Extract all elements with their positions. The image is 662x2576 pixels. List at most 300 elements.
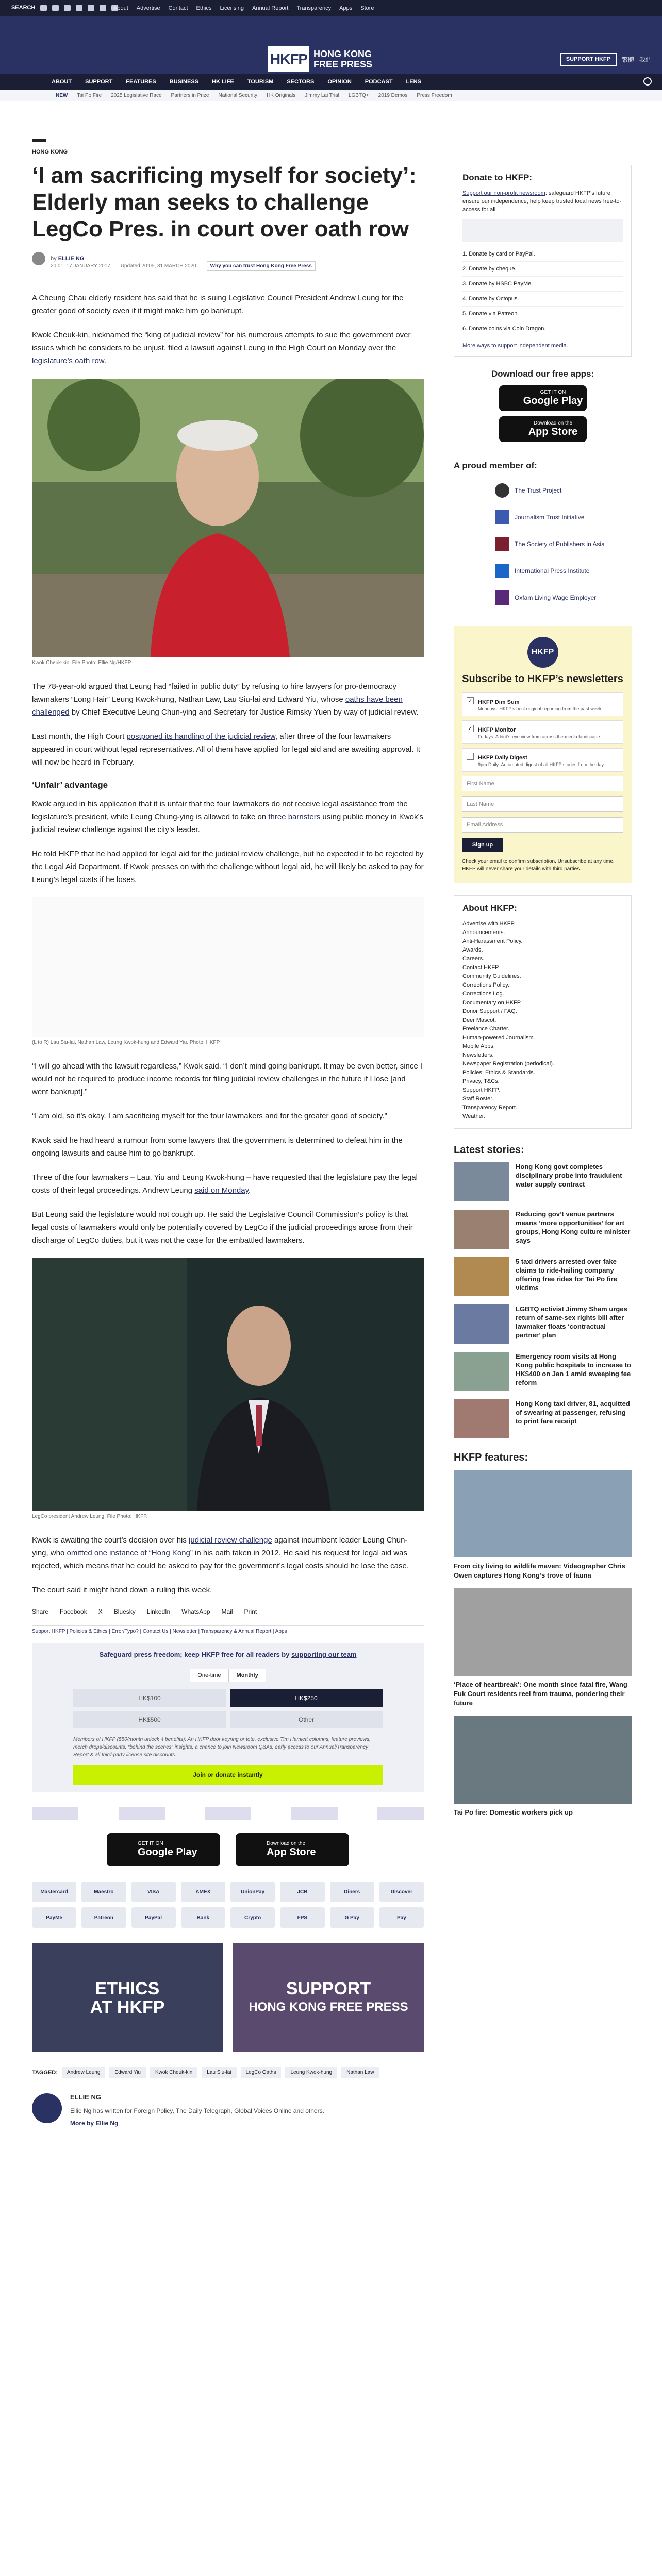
top-link-store[interactable]: Store [360,5,374,11]
amount-option[interactable]: HK$100 [73,1689,226,1707]
paragraph-text: Three of the four lawmakers – Lau, Yiu and Leung Kwok-hung – have requested that the legislature pay the legal costs of their legal proceedings. Andrew Leung [32,1173,418,1195]
share-mail[interactable]: Mail [221,1608,233,1615]
features-sidebar [454,1452,632,1817]
donate-methods [462,247,623,336]
newsletter-option[interactable] [462,720,623,744]
donate-method[interactable]: 5. Donate via Patreon. [462,307,623,321]
paragraph [32,1171,424,1197]
paragraph [32,1534,424,1572]
sopa-icon [495,537,509,551]
tag[interactable]: LegCo Oaths [241,2067,282,2078]
promo-line: ETHICS [95,1979,160,1998]
top-link-contact[interactable]: Contact [168,5,188,11]
share-whatsapp[interactable]: WhatsApp [181,1608,210,1615]
about-link[interactable]: Support HKFP. [462,1087,500,1093]
latest-list [454,1162,632,1438]
crypto-icon[interactable]: Crypto [230,1907,275,1928]
membership-note: Members of HKFP ($50/month unlock 4 benefits): An HKFP door keyring or tote, exclusive Tim Hamlett columns, feature previews, merch drops/discounts, “behind the scenes” insights, a chance to join Newsroom Q&As, early access to our Annual/Transparency Report & all third-party license site discounts. [73,1737,371,1758]
paragraph-text: The 78-year-old argued that Leung had “failed in public duty” by refusing to hire lawyers for pro-democracy lawmakers “Long Hair” Leung Kwok-hung, Nathan Law, Lau Siu-lai and Edward Yiu, whose [32,682,397,704]
paragraph [32,680,424,719]
paragraph: “I am old, so it’s okay. I am sacrificing myself for the four lawmakers and for the greater good of society.” [32,1112,387,1121]
tagged-label: TAGGED: [32,2069,58,2076]
about-link[interactable]: Deer Mascot. [462,1017,496,1023]
jti-logo[interactable] [119,1807,165,1820]
maestro-icon[interactable]: Maestro [81,1882,126,1902]
donation-widget [32,1643,424,1792]
newsletter-option[interactable] [462,748,623,772]
diners-icon[interactable]: Diners [330,1882,374,1902]
about-link[interactable]: Newsletters. [462,1052,494,1058]
subnav-item[interactable]: National Security [218,93,258,98]
feature-image[interactable] [454,1716,632,1804]
story-thumbnail[interactable] [454,1352,509,1391]
jti-icon [495,510,509,524]
option-desc: Fridays: A bird's-eye view from across the media landscape. [478,734,601,739]
tag[interactable]: Andrew Leung [62,2067,106,2078]
article-category[interactable]: HONG KONG [32,149,68,155]
amount-option-selected[interactable]: HK$250 [230,1689,383,1707]
story-item[interactable] [454,1162,632,1201]
apps-sidebar [454,369,632,442]
author-avatar [32,252,45,265]
postponed-link[interactable]: postponed its handling of the judicial review [126,732,275,741]
nav-business[interactable]: BUSINESS [169,79,199,85]
about-link[interactable]: Newspaper Registration (periodical). [462,1061,554,1067]
features-list [454,1470,632,1817]
photo-illustration [32,1258,424,1511]
story-title[interactable]: Reducing gov’t venue partners means ‘more opportunities’ for art groups, Hong Kong culture minister says [516,1210,631,1244]
support-hkfp-button[interactable]: SUPPORT HKFP [560,53,617,66]
story-item[interactable] [454,1257,632,1296]
story-item[interactable] [454,1210,632,1249]
badge-name: App Store [267,1846,316,1858]
donate-title [73,1651,383,1658]
paragraph-text: Kwok is awaiting the court’s decision over his [32,1536,189,1545]
photo-andrew-leung [32,1258,424,1511]
about-link[interactable]: Human-powered Journalism. [462,1035,535,1041]
donate-tabs [73,1669,383,1682]
tag-list [32,2067,424,2078]
jcb-icon[interactable]: JCB [280,1882,324,1902]
promo-line: AT HKFP [90,1997,165,2017]
badge-top: Download on the [267,1841,306,1846]
story-thumbnail[interactable] [454,1399,509,1438]
about-list [462,920,623,1121]
about-link[interactable]: Transparency Report. [462,1105,517,1111]
first-name-field[interactable]: First Name [462,776,623,791]
photo-caption: LegCo president Andrew Leung. File Photo: HKFP. [32,1514,148,1519]
donate-method[interactable]: 1. Donate by card or PayPal. [462,247,623,262]
paragraph-text: Last month, the High Court [32,732,127,741]
badge-top: GET IT ON [540,389,566,395]
top-link-apps[interactable]: Apps [339,5,353,11]
tab-one-time[interactable]: One-time [190,1669,228,1682]
apps-title: Download our free apps: [491,369,594,379]
tag[interactable]: Edward Yiu [109,2067,146,2078]
support-promo[interactable] [233,1943,424,2052]
tab-monthly[interactable]: Monthly [229,1669,266,1682]
about-link[interactable]: Advertise with HKFP. [462,921,516,927]
top-link-annual-report[interactable]: Annual Report [252,5,289,11]
author-box [32,2093,424,2127]
photo-kwok-cheuk-kin [32,379,424,657]
lang-link-2[interactable]: 我們 [639,56,652,63]
newsletter-option[interactable] [462,692,623,716]
top-links [113,5,374,11]
threads-icon[interactable] [100,5,106,11]
search-icon[interactable]: SEARCH [11,5,36,11]
facebook-icon[interactable] [40,5,47,11]
story-thumbnail[interactable] [454,1162,509,1201]
badge-top: GET IT ON [138,1841,163,1846]
member-name: The Society of Publishers in Asia [515,540,605,548]
oxfam-logo[interactable] [377,1807,424,1820]
checkbox[interactable] [467,753,474,760]
embedded-media[interactable] [32,897,424,1037]
paragraph: The court said it might hand down a ruling this week. [32,1586,212,1595]
donate-intro [462,189,623,214]
amount-option-other[interactable]: Other [230,1711,383,1728]
paragraph: “I will go ahead with the lawsuit regardless,” Kwok said. “I don’t mind going bankrupt. It may be even better, since I would not be required to produce income records for filing judicial review challenges in the future if I lose [and went bankrupt].” [32,1062,423,1096]
subnav-item[interactable]: LGBTQ+ [348,93,369,98]
tag[interactable]: Lau Siu-lai [202,2067,236,2078]
subnav-item[interactable]: 2019 Demos [378,93,408,98]
paragraph: But Leung said the legislature would not cough up. He said the Legislative Council Commission’s policy is that legal costs of lawmakers would only be potentially covered by LegCo if the judicial proceedings arose from their discharge of LegCo duties, but it was not the case for the embattled lawmakers. [32,1210,413,1245]
newsletter-note: Check your email to confirm subscription. Unsubscribe at any time. HKFP will never share your details with third parties. [462,859,615,872]
nav-support[interactable]: SUPPORT [85,79,113,85]
donate-method[interactable]: 6. Donate coins via Coin Dragon. [462,321,623,336]
about-link[interactable]: Mobile Apps. [462,1043,495,1049]
story-thumbnail[interactable] [454,1210,509,1249]
app-store-badges [32,1833,424,1866]
option-name: HKFP Monitor [478,727,516,733]
promo-text [32,1979,223,2016]
author-bio: Ellie Ng has written for Foreign Policy, The Daily Telegraph, Global Voices Online and others. [70,2107,324,2114]
feature-image[interactable] [454,1588,632,1676]
nav-lens[interactable]: LENS [406,79,421,85]
subnav-item[interactable]: Partners in Prize [171,93,209,98]
nav-hk-life[interactable]: HK LIFE [212,79,234,85]
payment-logos [462,219,623,242]
top-bar [0,0,662,16]
sidebar [454,165,632,1825]
lang-link[interactable]: 繁體 [621,56,634,63]
top-link-transparency[interactable]: Transparency [296,5,332,11]
member-ipi[interactable] [495,557,632,584]
paragraph [32,730,424,769]
features-title: HKFP features: [454,1452,528,1463]
join-donate-button[interactable]: Join or donate instantly [73,1765,383,1785]
author-link[interactable]: ELLIE NG [58,256,85,262]
share-button[interactable]: Share [32,1608,49,1615]
feature-item[interactable] [454,1470,632,1580]
story-title[interactable]: 5 taxi drivers arrested over fake claims to ride-hailing company offering free rides for Tai Po fire victims [516,1258,617,1292]
promo-line: HONG KONG FREE PRESS [249,2000,408,2014]
donate-sidebar-title: Donate to HKFP: [462,173,533,182]
about-link[interactable]: Anti-Harassment Policy. [462,938,523,944]
donate-method[interactable]: 4. Donate by Octopus. [462,292,623,307]
said-on-monday-link[interactable]: said on Monday [194,1186,249,1195]
latest-title: Latest stories: [454,1144,524,1156]
badge-top: Download on the [533,420,573,426]
about-link[interactable]: Staff Roster. [462,1096,494,1102]
app-store-badge[interactable] [499,416,587,442]
member-logos-row [32,1807,424,1820]
subnav-item[interactable]: Tai Po Fire [77,93,102,98]
paragraph-text: by Chief Executive Leung Chun-ying and Secretary for Justice Rimsky Yuen by way of judicial review. [69,708,419,717]
last-name-field[interactable]: Last Name [462,796,623,812]
about-link[interactable]: Corrections Log. [462,991,504,997]
newsletter-signup [454,626,632,883]
about-link[interactable]: Careers. [462,956,485,962]
member-jti[interactable] [495,504,632,531]
member-list [454,477,632,611]
nav-about[interactable]: ABOUT [52,79,72,85]
member-oxfam[interactable] [495,584,632,611]
more-by-author-link[interactable]: More by Ellie Ng [70,2120,119,2127]
about-link[interactable]: Documentary on HKFP. [462,999,522,1006]
subheading: ‘Unfair’ advantage [32,780,108,790]
about-link[interactable]: Donor Support / FAQ. [462,1008,517,1014]
bank-icon[interactable]: Bank [181,1907,225,1928]
nav-features[interactable]: FEATURES [126,79,156,85]
site-logo[interactable] [268,46,372,72]
payment-methods [32,1882,424,1928]
member-name: International Press Institute [515,567,590,574]
patreon-icon[interactable]: Patreon [81,1907,126,1928]
member-name: Journalism Trust Initiative [515,514,585,521]
subnav-item[interactable]: Jimmy Lai Trial [305,93,339,98]
badge-name: Google Play [138,1846,197,1858]
ipi-icon [495,564,509,578]
tag[interactable]: Kwok Cheuk-kin [150,2067,197,2078]
byline-prefix: by [51,256,57,262]
google-play-badge[interactable] [499,385,587,411]
story-title[interactable]: Hong Kong govt completes disciplinary probe into fraudulent water supply contract [516,1163,622,1188]
newsletter-title: Subscribe to HKFP’s newsletters [462,673,623,685]
about-link[interactable]: Awards. [462,947,483,953]
donate-title-text: Safeguard press freedom; keep HKFP free for all readers by [99,1651,292,1658]
member-trust-project[interactable] [495,477,632,504]
fps-icon[interactable]: FPS [280,1907,324,1928]
member-sidebar [454,461,632,611]
subnav-item[interactable]: 2025 Legislative Race [111,93,162,98]
newsletter-logo: HKFP [527,637,558,668]
x-icon[interactable] [52,5,59,11]
story-title[interactable]: LGBTQ activist Jimmy Sham urges return of same-sex rights bill after lawmaker floats ‘contractual partner’ plan [516,1305,627,1339]
story-title[interactable]: Hong Kong taxi driver, 81, acquitted of swearing at passenger, refusing to print fare receipt [516,1400,630,1425]
title-rule [32,139,46,142]
top-link-advertise[interactable]: Advertise [136,5,160,11]
author-name[interactable]: ELLIE NG [70,2093,101,2101]
donate-intro-text: : safeguard HKFP's future, ensure our independence, help keep trusted local news free-to-access for all. [462,190,622,213]
subnav-item[interactable]: Press Freedom [417,93,452,98]
oaths-challenged-link[interactable]: oaths have been challenged [32,695,403,717]
paragraph-text: in his oath taken in 2012. He said his request for legal aid was rejected, which means that he could be asked to pay for the government’s legal costs should he lose the case. [32,1549,409,1570]
top-link-about[interactable]: About [113,5,128,11]
email-field[interactable]: Email Address [462,817,623,833]
paypal-icon[interactable]: PayPal [131,1907,176,1928]
search-icon[interactable] [643,77,652,86]
new-badge: NEW [56,93,68,98]
ipi-logo[interactable] [291,1807,338,1820]
paragraph-text: Kwok Cheuk-kin, nicknamed the “king of judicial review” for his numerous attempts to sue the government over issues which he considers to be unjust, filed a lawsuit against Leung in the High Court on Monday over the [32,331,411,352]
about-link[interactable]: Announcements. [462,929,505,936]
mastercard-icon[interactable]: Mastercard [32,1882,76,1902]
paragraph-text: . [249,1186,251,1195]
sub-nav [0,90,662,101]
oxfam-icon [495,590,509,605]
instagram-icon[interactable] [64,5,71,11]
telegram-icon[interactable] [88,5,94,11]
option-name: HKFP Daily Digest [478,755,527,761]
article-title: ‘I am sacrificing myself for society’: Elderly man seeks to challenge LegCo Pres. in court over oath row [32,163,417,242]
youtube-icon[interactable] [76,5,82,11]
discover-icon[interactable]: Discover [379,1882,424,1902]
about-link[interactable]: Contact HKFP. [462,964,500,971]
google-play-badge[interactable] [107,1833,220,1866]
trust-button[interactable]: Why you can trust Hong Kong Free Press [207,261,316,271]
header-actions [560,53,652,66]
share-bar [32,1608,424,1616]
paragraph-text: Kwok argued in his application that it is unfair that the four lawmakers do not receive legal assistance from the legislature’s president, while Leung Chung-ying is allowed to take on [32,800,408,821]
article-footer-links[interactable]: Support HKFP | Policies & Ethics | Error/Typo? | Contact Us | Newsletter | Transparency & Annual Report | Apps [32,1625,424,1637]
paragraph [32,329,424,367]
story-item[interactable] [454,1352,632,1391]
logo-line-2: FREE PRESS [313,59,373,70]
top-link-licensing[interactable]: Licensing [220,5,244,11]
about-link[interactable]: Weather. [462,1113,485,1120]
promo-banners [32,1943,424,2052]
paragraph: Kwok said he had heard a rumour from some lawyers that the government is determined to defeat him in the ongoing lawsuits and cause him to go bankrupt. [32,1136,403,1158]
gpay-icon[interactable]: G Pay [330,1907,374,1928]
about-link[interactable]: Community Guidelines. [462,973,521,979]
subnav-item[interactable]: HK Originals [267,93,296,98]
photo-illustration [32,379,424,657]
applepay-icon[interactable]: Pay [379,1907,424,1928]
payme-icon[interactable]: PayMe [32,1907,76,1928]
story-title[interactable]: Emergency room visits at Hong Kong public hospitals to increase to HK$400 on Jan 1 amid sweeping fee reform [516,1352,631,1386]
paragraph-text: against incumbent leader Leung Chun-ying, who [32,1536,408,1557]
feature-item[interactable] [454,1588,632,1708]
social-links [11,5,118,11]
about-link[interactable]: Freelance Charter. [462,1026,510,1032]
nav-sectors[interactable]: SECTORS [287,79,315,85]
feature-title[interactable]: From city living to wildlife maven: Videographer Chris Owen captures Hong Kong’s trove of fauna [454,1562,625,1579]
about-link[interactable]: Privacy, T&Cs. [462,1078,500,1084]
unionpay-icon[interactable]: UnionPay [230,1882,275,1902]
publish-date: 20:01, 17 JANUARY 2017 [51,263,110,269]
share-facebook[interactable]: Facebook [60,1608,87,1615]
embed-caption: (L to R) Lau Siu-lai, Nathan Law, Leung Kwok-hung and Edward Yiu. Photo: HKFP. [32,1040,221,1045]
about-link[interactable]: Policies: Ethics & Standards. [462,1070,535,1076]
tag[interactable]: Leung Kwok-hung [285,2067,337,2078]
feature-item[interactable] [454,1716,632,1817]
share-linkedin[interactable]: LinkedIn [146,1608,171,1615]
paragraph [32,798,424,836]
nav-opinion[interactable]: OPINION [327,79,352,85]
share-bluesky[interactable]: Bluesky [113,1608,136,1615]
about-title: About HKFP: [462,903,517,913]
option-desc: 9pm Daily: Automated digest of all HKFP stories from the day. [478,762,605,767]
sign-up-button[interactable]: Sign up [462,838,503,852]
nav-podcast[interactable]: PODCAST [365,79,393,85]
feature-title[interactable]: ‘Place of heartbreak’: One month since fatal fire, Wang Fuk Court residents reel from trauma, pondering their future [454,1681,627,1707]
logo-line-1: HONG KONG [313,49,372,59]
lede-paragraph: A Cheung Chau elderly resident has said that he is suing Legislative Council President Andrew Leung for the greater good of society even if it might make him go bankrupt. [32,294,404,315]
paragraph-text: , after three of the four lawmakers appeared in court without legal representatives. All of them have applied for legal aid and are awaiting approval. It will now be heard in February. [32,732,420,767]
oath-row-link[interactable]: legislature’s oath row [32,357,104,365]
member-sopa[interactable] [495,531,632,557]
tag[interactable]: Nathan Law [341,2067,379,2078]
amount-option[interactable]: HK$500 [73,1711,226,1728]
logo-text [313,49,372,70]
share-x[interactable]: X [98,1608,103,1615]
sopa-logo[interactable] [205,1807,251,1820]
photo-caption: Kwok Cheuk-kin. File Photo: Ellie Ng/HKFP. [32,660,132,666]
feature-image[interactable] [454,1470,632,1557]
updated-date: Updated 20:05, 31 MARCH 2020 [120,263,196,269]
option-name: HKFP Dim Sum [478,699,520,705]
story-thumbnail[interactable] [454,1257,509,1296]
share-print[interactable]: Print [244,1608,257,1615]
donate-amounts [73,1689,383,1728]
story-thumbnail[interactable] [454,1304,509,1344]
trust-project-icon [495,483,509,498]
nav-tourism[interactable]: TOURISM [247,79,274,85]
main-nav [0,74,662,90]
badge-name: App Store [528,426,578,437]
visa-icon[interactable]: VISA [131,1882,176,1902]
donate-method[interactable]: 3. Donate by HSBC PayMe. [462,277,623,292]
checkbox[interactable]: ✓ [467,697,474,704]
more-ways-link[interactable]: More ways to support independent media. [462,343,568,349]
feature-title[interactable]: Tai Po fire: Domestic workers pick up [454,1808,573,1816]
member-name: The Trust Project [515,487,562,494]
donate-method[interactable]: 2. Donate by cheque. [462,262,623,277]
member-title: A proud member of: [454,461,537,470]
nonprofit-link[interactable]: Support our non-profit newsroom [462,190,545,196]
badge-name: Google Play [523,395,583,406]
top-link-ethics[interactable]: Ethics [196,5,212,11]
app-store-badge[interactable] [236,1833,349,1866]
latest-stories [454,1144,632,1438]
donate-sidebar [454,165,632,357]
trust-project-logo[interactable] [32,1807,78,1820]
ethics-promo[interactable] [32,1943,223,2052]
paragraph-text: . [104,357,106,365]
promo-text [233,1979,424,2016]
promo-line: SUPPORT [286,1979,371,1998]
jr-challenge-link[interactable]: judicial review challenge [189,1536,272,1545]
barristers-link[interactable]: three barristers [268,812,321,821]
article-meta [51,261,424,271]
story-item[interactable] [454,1304,632,1344]
article [32,139,424,2147]
checkbox[interactable]: ✓ [467,725,474,732]
support-team-link[interactable]: supporting our team [291,1651,357,1658]
paragraph-text: using public money in Kwok’s judicial review challenge against the city’s leader. [32,812,424,834]
story-item[interactable] [454,1399,632,1438]
paragraph: He told HKFP that he had applied for legal aid for the judicial review challenge, but he expected it to be rejected by the Legal Aid Department. If Kwok presses on with the challenge without legal aid, he will likely be asked to pay for Leung’s legal costs if he loses. [32,850,424,884]
about-sidebar [454,895,632,1129]
member-name: Oxfam Living Wage Employer [515,594,597,601]
about-link[interactable]: Corrections Policy. [462,982,509,988]
author-avatar[interactable] [32,2093,62,2123]
amex-icon[interactable]: AMEX [181,1882,225,1902]
omitted-link[interactable]: omitted one instance of “Hong Kong” [67,1549,193,1557]
logo-mark: HKFP [268,46,309,72]
